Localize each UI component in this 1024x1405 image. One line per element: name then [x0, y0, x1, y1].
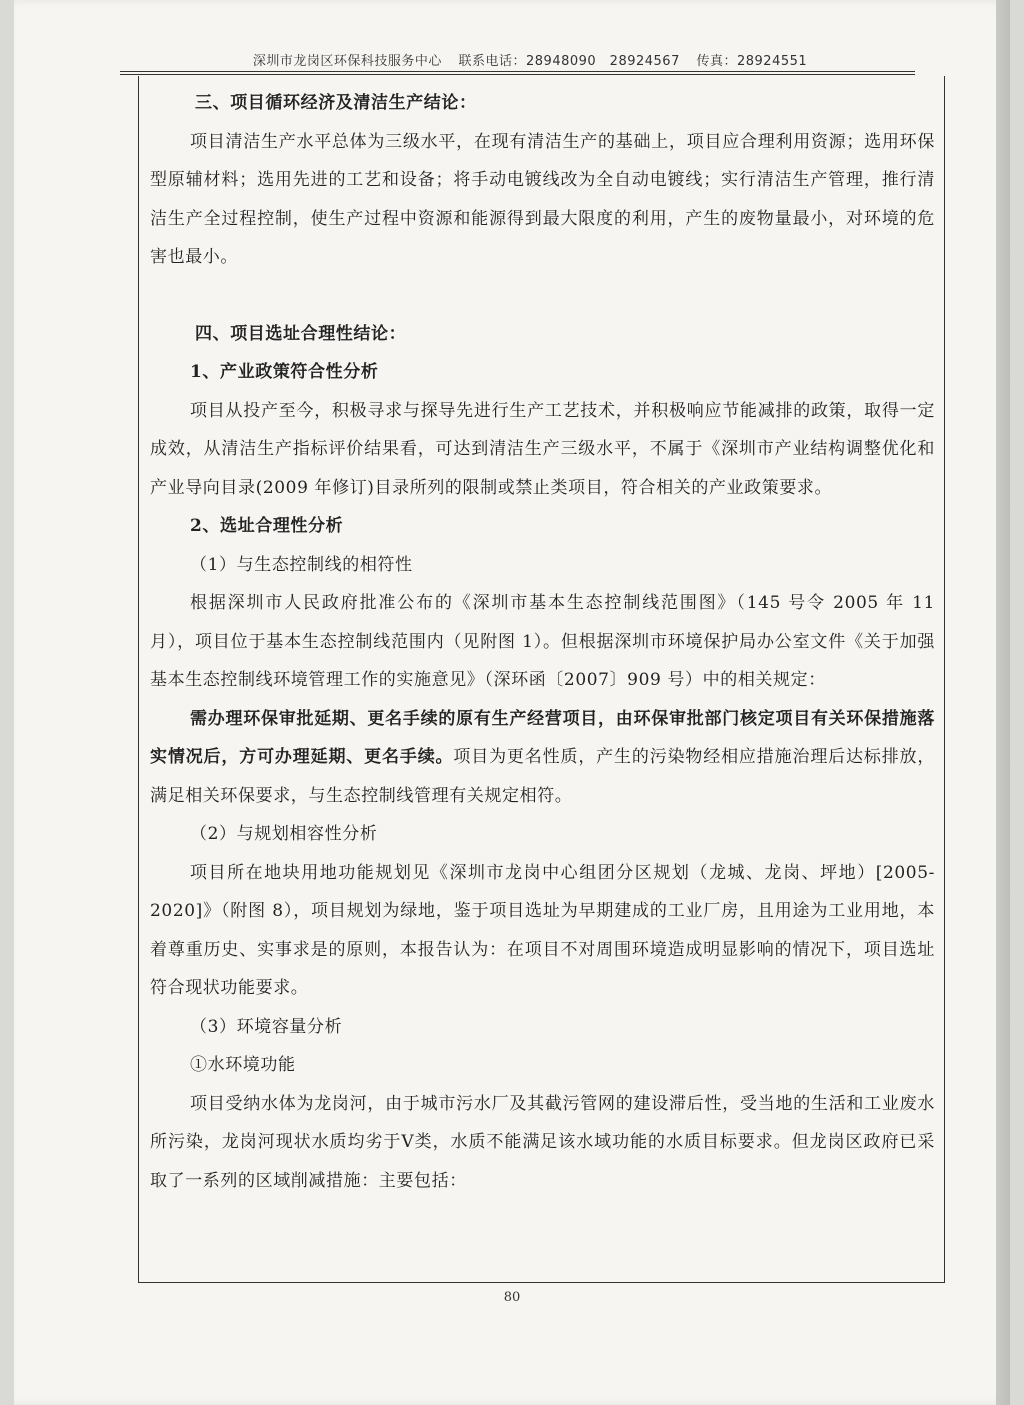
- item1-bold-quote: 需办理环保审批延期、更名手续的原有生产经营项目，由环保审批部门核定项目有关环保措施落实情况后，方可办理延期、更名手续。: [150, 708, 935, 767]
- spacer: [150, 277, 935, 315]
- sub2-title: 2、选址合理性分析: [190, 516, 344, 536]
- item1-rest: 项目为更名性质，产生的污染物经相应措施治理后达标排放，满足相关环保要求，与生态控制线管理有关规定相符。: [150, 747, 935, 806]
- section3-paragraph: 项目清洁生产水平总体为三级水平，在现有清洁生产的基础上，项目应合理利用资源；选用环保型原辅材料；选用先进的工艺和设备；将手动电镀线改为全自动电镀线；实行清洁生产管理，推行清洁生产全过程控制，使生产过程中资源和能源得到最大限度的利用，产生的废物量最小，对环境的危害也最小。: [150, 131, 935, 267]
- section4-title: 四、项目选址合理性结论：: [195, 323, 407, 344]
- page-content: [150, 84, 935, 1200]
- page-header: [150, 50, 910, 69]
- page-edge-shadow: [996, 0, 1010, 1405]
- sub1-paragraph: 项目从投产至今，积极寻求与探导先进行生产工艺技术，并积极响应节能减排的政策，取得一定成效，从清洁生产指标评价结果看，可达到清洁生产三级水平，不属于《深圳市产业结构调整优化和产业导向目录(2009 年修订)目录所列的限制或禁止类项目，符合相关的产业政策要求。: [150, 400, 935, 498]
- item2-title: （2）与规划相容性分析: [190, 824, 378, 844]
- header-rule: [120, 71, 915, 75]
- item1-title: （1）与生态控制线的相符性: [190, 554, 413, 575]
- header-fax: 传真：28924551: [696, 54, 808, 69]
- item3-title: （3）环境容量分析: [190, 1016, 343, 1037]
- header-org: 深圳市龙岗区环保科技服务中心: [252, 54, 442, 69]
- sub1-title: 1、产业政策符合性分析: [190, 362, 379, 382]
- item1-regulation: [150, 700, 935, 816]
- item3-subtitle: ①水环境功能: [190, 1055, 296, 1075]
- item3-paragraph: 项目受纳水体为龙岗河，由于城市污水厂及其截污管网的建设滞后性，受当地的生活和工业废水所污染，龙岗河现状水质均劣于Ⅴ类，水质不能满足该水域功能的水质目标要求。但龙岗区政府已采取了一系列的区域削减措施：主要包括：: [150, 1093, 935, 1191]
- section3-title: 三、项目循环经济及清洁生产结论：: [195, 93, 477, 113]
- header-phone: 联系电话：28948090 28924567: [458, 54, 680, 69]
- page-number: 80: [503, 1290, 521, 1305]
- item2-paragraph: 项目所在地块用地功能规划见《深圳市龙岗中心组团分区规划（龙城、龙岗、坪地）[2005-2020]》（附图 8），项目规划为绿地，鉴于项目选址为早期建成的工业厂房，且用途为工业用地，本着尊重历史、实事求是的原则，本报告认为：在项目不对周围环境造成明显影响的情况下，项目选址符合现状功能要求。: [150, 862, 935, 998]
- item1-paragraph: 根据深圳市人民政府批准公布的《深圳市基本生态控制线范围图》（145 号令 2005 年 11 月），项目位于基本生态控制线范围内（见附图 1）。但根据深圳市环境保护局办公室文件《关于加强基本生态控制线环境管理工作的实施意见》（深环函〔2007〕909 号）中的相关规定：: [150, 593, 935, 690]
